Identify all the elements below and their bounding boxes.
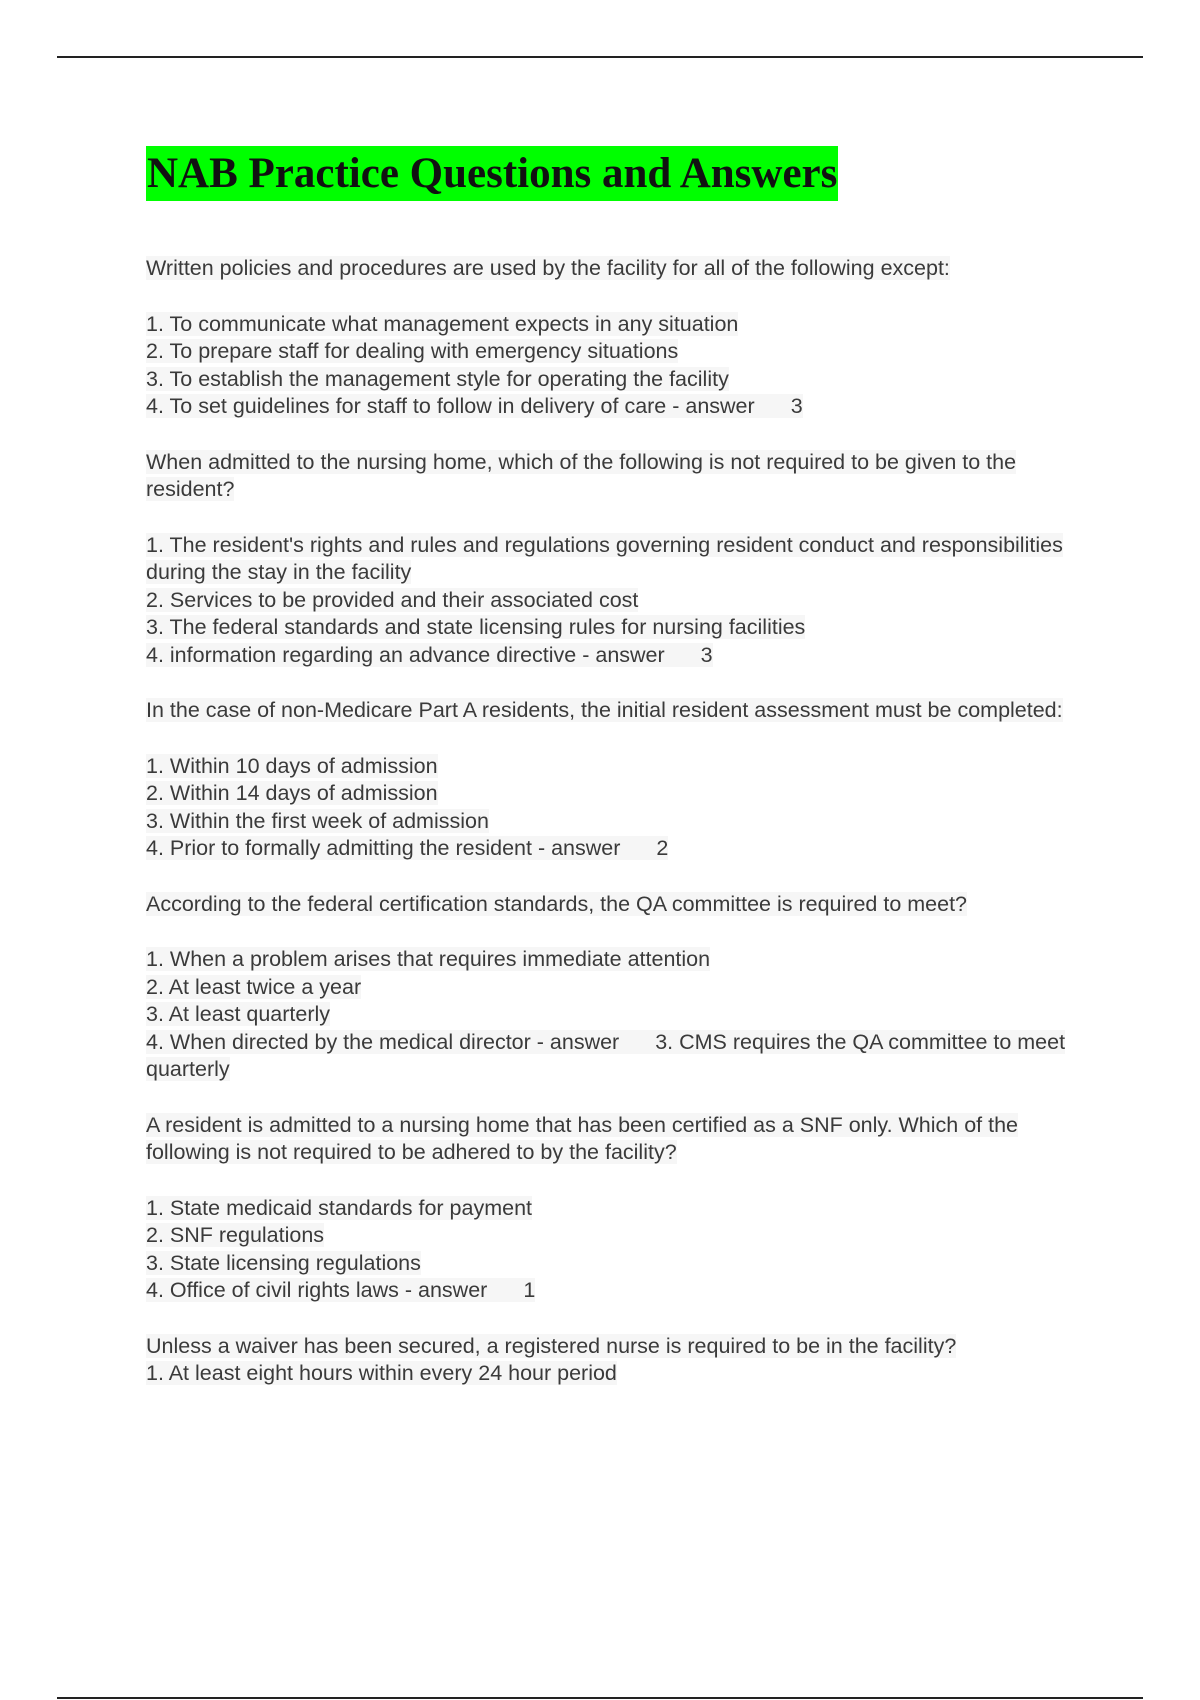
option-item: 2. At least twice a year bbox=[146, 974, 362, 999]
option-item: 1. To communicate what management expects in any situation bbox=[146, 311, 739, 336]
option-item: 1. At least eight hours within every 24 hour period bbox=[146, 1361, 617, 1385]
question-stem: A resident is admitted to a nursing home that has been certified as a SNF only. Which of the following is not required to be adhered to by the facility? bbox=[146, 1112, 1019, 1164]
option-item: 1. Within 10 days of admission bbox=[146, 753, 438, 778]
option-list bbox=[146, 1195, 1091, 1305]
option-item: 4. information regarding an advance directive - answer 3 bbox=[146, 642, 713, 667]
option-item: 4. To set guidelines for staff to follow in delivery of care - answer 3 bbox=[146, 394, 803, 418]
option-item: 2. SNF regulations bbox=[146, 1223, 325, 1247]
question-4 bbox=[146, 891, 1091, 1084]
top-rule bbox=[57, 56, 1143, 58]
option-item: 1. When a problem arises that requires immediate attention bbox=[146, 947, 711, 971]
option-item: 2. Within 14 days of admission bbox=[146, 781, 438, 805]
question-stem: In the case of non-Medicare Part A residents, the initial resident assessment must be completed: bbox=[146, 698, 1063, 722]
option-list bbox=[146, 532, 1091, 670]
option-item: 3. The federal standards and state licensing rules for nursing facilities bbox=[146, 615, 806, 639]
option-item: 2. Services to be provided and their associated cost bbox=[146, 587, 639, 612]
question-stem: According to the federal certification standards, the QA committee is required to meet? bbox=[146, 891, 967, 916]
question-1 bbox=[146, 255, 1091, 421]
option-item: 1. State medicaid standards for payment bbox=[146, 1195, 533, 1220]
option-list bbox=[146, 753, 1091, 863]
question-2 bbox=[146, 449, 1091, 670]
option-item: 3. Within the first week of admission bbox=[146, 808, 489, 833]
option-list bbox=[146, 946, 1091, 1084]
option-item: 4. When directed by the medical director - answer 3. CMS requires the QA committee to meet quarterly bbox=[146, 1029, 1066, 1081]
answer-value: 3 bbox=[700, 642, 713, 667]
option-item: 3. At least quarterly bbox=[146, 1002, 331, 1026]
answer-value: 3 bbox=[790, 394, 803, 418]
option-item: 3. To establish the management style for operating the facility bbox=[146, 366, 729, 391]
question-stem: Unless a waiver has been secured, a registered nurse is required to be in the facility? bbox=[146, 1333, 957, 1358]
document-title: NAB Practice Questions and Answers bbox=[146, 146, 838, 201]
question-stem: When admitted to the nursing home, which of the following is not required to be given to the resident? bbox=[146, 449, 1017, 501]
answer-value: 3. CMS requires the QA committee to meet quarterly bbox=[146, 1029, 1066, 1081]
option-item: 4. Office of civil rights laws - answer 1 bbox=[146, 1278, 536, 1302]
option-item: 4. Prior to formally admitting the resident - answer 2 bbox=[146, 836, 669, 860]
document-body bbox=[146, 146, 1091, 1416]
question-list bbox=[146, 255, 1091, 1388]
option-list bbox=[146, 311, 1091, 421]
answer-value: 1 bbox=[523, 1278, 536, 1302]
answer-value: 2 bbox=[656, 836, 669, 860]
question-5 bbox=[146, 1112, 1091, 1305]
question-3 bbox=[146, 697, 1091, 863]
option-list bbox=[146, 1360, 1091, 1388]
option-item: 1. The resident's rights and rules and regulations governing resident conduct and responsibilities during the stay in the facility bbox=[146, 532, 1063, 584]
option-item: 2. To prepare staff for dealing with emergency situations bbox=[146, 339, 679, 363]
bottom-rule bbox=[57, 1697, 1143, 1699]
question-stem: Written policies and procedures are used by the facility for all of the following except: bbox=[146, 256, 950, 280]
question-6 bbox=[146, 1333, 1091, 1388]
option-item: 3. State licensing regulations bbox=[146, 1250, 421, 1275]
